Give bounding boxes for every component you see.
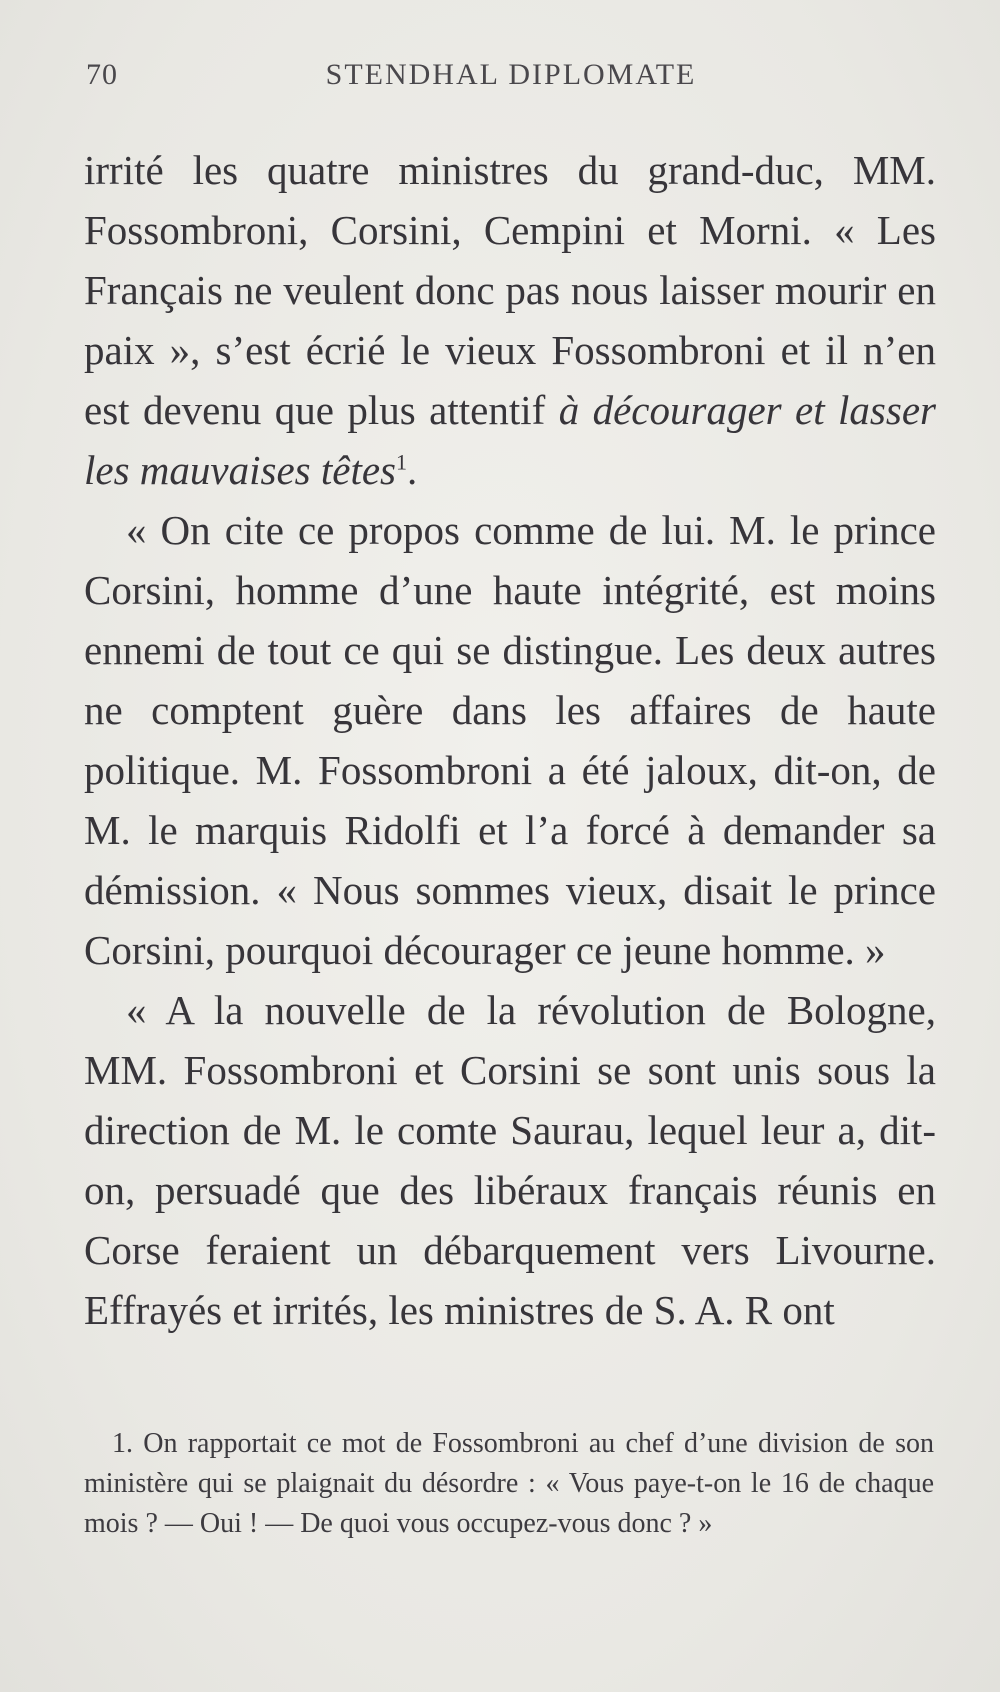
paragraph-1: [84, 140, 936, 500]
paragraph-1-text: irrité les quatre ministres du grand-duc, MM. Fossombroni, Corsini, Cempini et Morni. « Les Français ne veulent donc pas nous laisser mourir en paix », s’est écrié le vieux Fossombroni et il n’en est devenu que plus attentif: [84, 147, 936, 433]
running-head: [86, 58, 936, 108]
page-number: 70: [86, 58, 118, 91]
paragraph-1-end: .: [406, 447, 418, 493]
footnote: [84, 1424, 934, 1544]
footnote-reference[interactable]: 1: [395, 449, 407, 475]
footnote-text: 1. On rapportait ce mot de Fossombroni au chef d’une division de son ministère qui se plaignait du désordre : « Vous paye-t-on le 16 de chaque mois ? — Oui ! — De quoi vous occupez-vous donc ? »: [84, 1428, 934, 1539]
paragraph-1-italic-phrase: à décourager et lasser les mauvaises têtes: [84, 387, 936, 493]
paragraph-2: « On cite ce propos comme de lui. M. le prince Corsini, homme d’une haute intégrité, est moins ennemi de tout ce qui se distingue. Les deux autres ne comptent guère dans les affaires de haute politique. M. Fossombroni a été jaloux, dit-on, de M. le marquis Ridolfi et l’a forcé à demander sa démission. « Nous sommes vieux, disait le prince Corsini, pourquoi décourager ce jeune homme. »: [84, 507, 936, 973]
paragraph-3: « A la nouvelle de la révolution de Bologne, MM. Fossombroni et Corsini se sont unis sous la direction de M. le comte Saurau, lequel leur a, dit-on, persuadé que des libéraux français réunis en Corse feraient un débarquement vers Livourne. Effrayés et irrités, les ministres de S. A. R ont: [84, 987, 936, 1333]
running-title: STENDHAL DIPLOMATE: [325, 58, 697, 91]
body-text: [84, 140, 936, 1340]
